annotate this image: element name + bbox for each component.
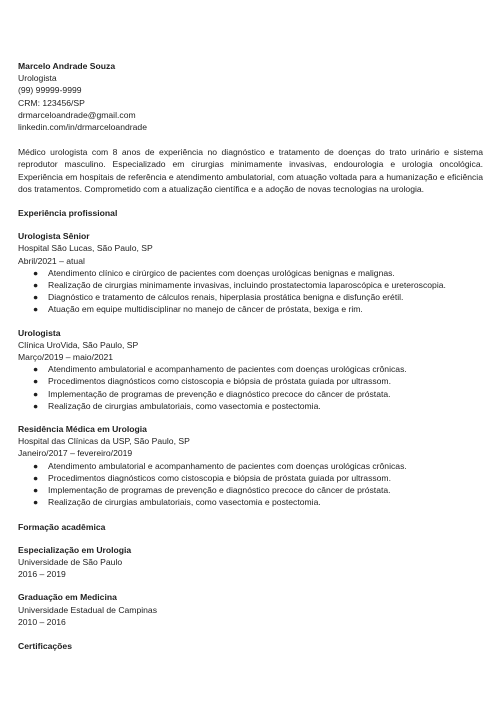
bullet-icon: ● [33, 292, 39, 303]
job-period: Janeiro/2017 – fevereiro/2019 [18, 448, 133, 459]
job-bullet-list [18, 460, 483, 509]
list-item [18, 303, 483, 315]
job-place: Hospital das Clínicas da USP, São Paulo, SP [18, 436, 190, 447]
job-period: Abril/2021 – atual [18, 255, 85, 266]
list-item [18, 388, 483, 400]
candidate-role: Urologista [18, 73, 57, 84]
list-item [18, 460, 483, 472]
list-item [18, 291, 483, 303]
phone-number: (99) 99999-9999 [18, 85, 82, 96]
contact-header [18, 60, 483, 133]
job-title: Urologista Sênior [18, 231, 90, 242]
bullet-icon: ● [33, 364, 39, 375]
list-item-text: Atendimento ambulatorial e acompanhamento de pacientes com doenças urológicas crônicas. [48, 460, 407, 471]
bullet-icon: ● [33, 472, 39, 483]
job-period: Março/2019 – maio/2021 [18, 352, 114, 363]
list-item-text: Implementação de programas de prevenção e diagnóstico precoce do câncer de próstata. [48, 485, 391, 496]
degree-title: Especialização em Urologia [18, 544, 132, 555]
list-item-text: Realização de cirurgias minimamente invasivas, incluindo prostatectomia laparoscópica e ureteroscopia. [48, 280, 446, 291]
candidate-name: Marcelo Andrade Souza [18, 61, 116, 71]
linkedin-url: linkedin.com/in/drmarceloandrade [18, 122, 147, 133]
list-item-text: Diagnóstico e tratamento de cálculos renais, hiperplasia prostática benigna e disfunção erétil. [48, 292, 404, 303]
job-bullet-list [18, 267, 483, 316]
email-address: drmarceloandrade@gmail.com [18, 109, 136, 120]
bullet-icon: ● [33, 460, 39, 471]
list-item-text: Atendimento clínico e cirúrgico de pacientes com doenças urológicas benignas e malignas. [48, 267, 395, 278]
bullet-icon: ● [33, 485, 39, 496]
list-item-text: Procedimentos diagnósticos como cistoscopia e biópsia de próstata guiada por ultrassom. [48, 376, 391, 387]
job-title: Urologista [18, 327, 61, 338]
school-name: Universidade de São Paulo [18, 556, 123, 567]
bullet-icon: ● [33, 388, 39, 399]
bullet-icon: ● [33, 267, 39, 278]
bullet-icon: ● [33, 497, 39, 508]
list-item [18, 279, 483, 291]
list-item-text: Realização de cirurgias ambulatoriais, como vasectomia e postectomia. [48, 400, 321, 411]
job-bullet-list [18, 363, 483, 412]
job-entry [18, 327, 483, 412]
list-item-text: Atuação em equipe multidisciplinar no manejo de câncer de próstata, bexiga e rim. [48, 304, 363, 315]
degree-title: Graduação em Medicina [18, 592, 117, 603]
list-item [18, 267, 483, 279]
list-item [18, 496, 483, 508]
bullet-icon: ● [33, 280, 39, 291]
bullet-icon: ● [33, 400, 39, 411]
job-entry [18, 230, 483, 315]
crm-number: CRM: 123456/SP [18, 97, 85, 108]
list-item-text: Realização de cirurgias ambulatoriais, como vasectomia e postectomia. [48, 497, 321, 508]
education-entry [18, 544, 483, 581]
list-item [18, 375, 483, 387]
job-place: Clínica UroVida, São Paulo, SP [18, 339, 139, 350]
bullet-icon: ● [33, 304, 39, 315]
education-period: 2010 – 2016 [18, 616, 66, 627]
list-item-text: Procedimentos diagnósticos como cistoscopia e biópsia de próstata guiada por ultrassom. [48, 472, 391, 483]
list-item [18, 363, 483, 375]
list-item [18, 484, 483, 496]
job-entry [18, 423, 483, 508]
resume-page [18, 60, 483, 652]
list-item-text: Implementação de programas de prevenção e diagnóstico precoce do câncer de próstata. [48, 388, 391, 399]
job-place: Hospital São Lucas, São Paulo, SP [18, 243, 153, 254]
list-item-text: Atendimento ambulatorial e acompanhamento de pacientes com doenças urológicas crônicas. [48, 364, 407, 375]
professional-summary: Médico urologista com 8 anos de experiência no diagnóstico e tratamento de doenças do trato urinário e sistema reprodutor masculino. Especializado em cirurgias minimamente invasivas, endourologia e urologia oncológica. Experiência em hospitais de referência e atendimento ambulatorial, com atuação voltada para a humanização e eficiência dos tratamentos. Comprometido com a atualização científica e a adoção de novas tecnologias na urologia. [18, 147, 483, 194]
list-item [18, 400, 483, 412]
bullet-icon: ● [33, 376, 39, 387]
certifications-heading: Certificações [18, 640, 72, 651]
school-name: Universidade Estadual de Campinas [18, 604, 158, 615]
education-period: 2016 – 2019 [18, 569, 66, 580]
experience-heading: Experiência profissional [18, 208, 118, 219]
list-item [18, 472, 483, 484]
job-title: Residência Médica em Urologia [18, 424, 147, 435]
education-heading: Formação acadêmica [18, 521, 106, 532]
education-entry [18, 591, 483, 628]
